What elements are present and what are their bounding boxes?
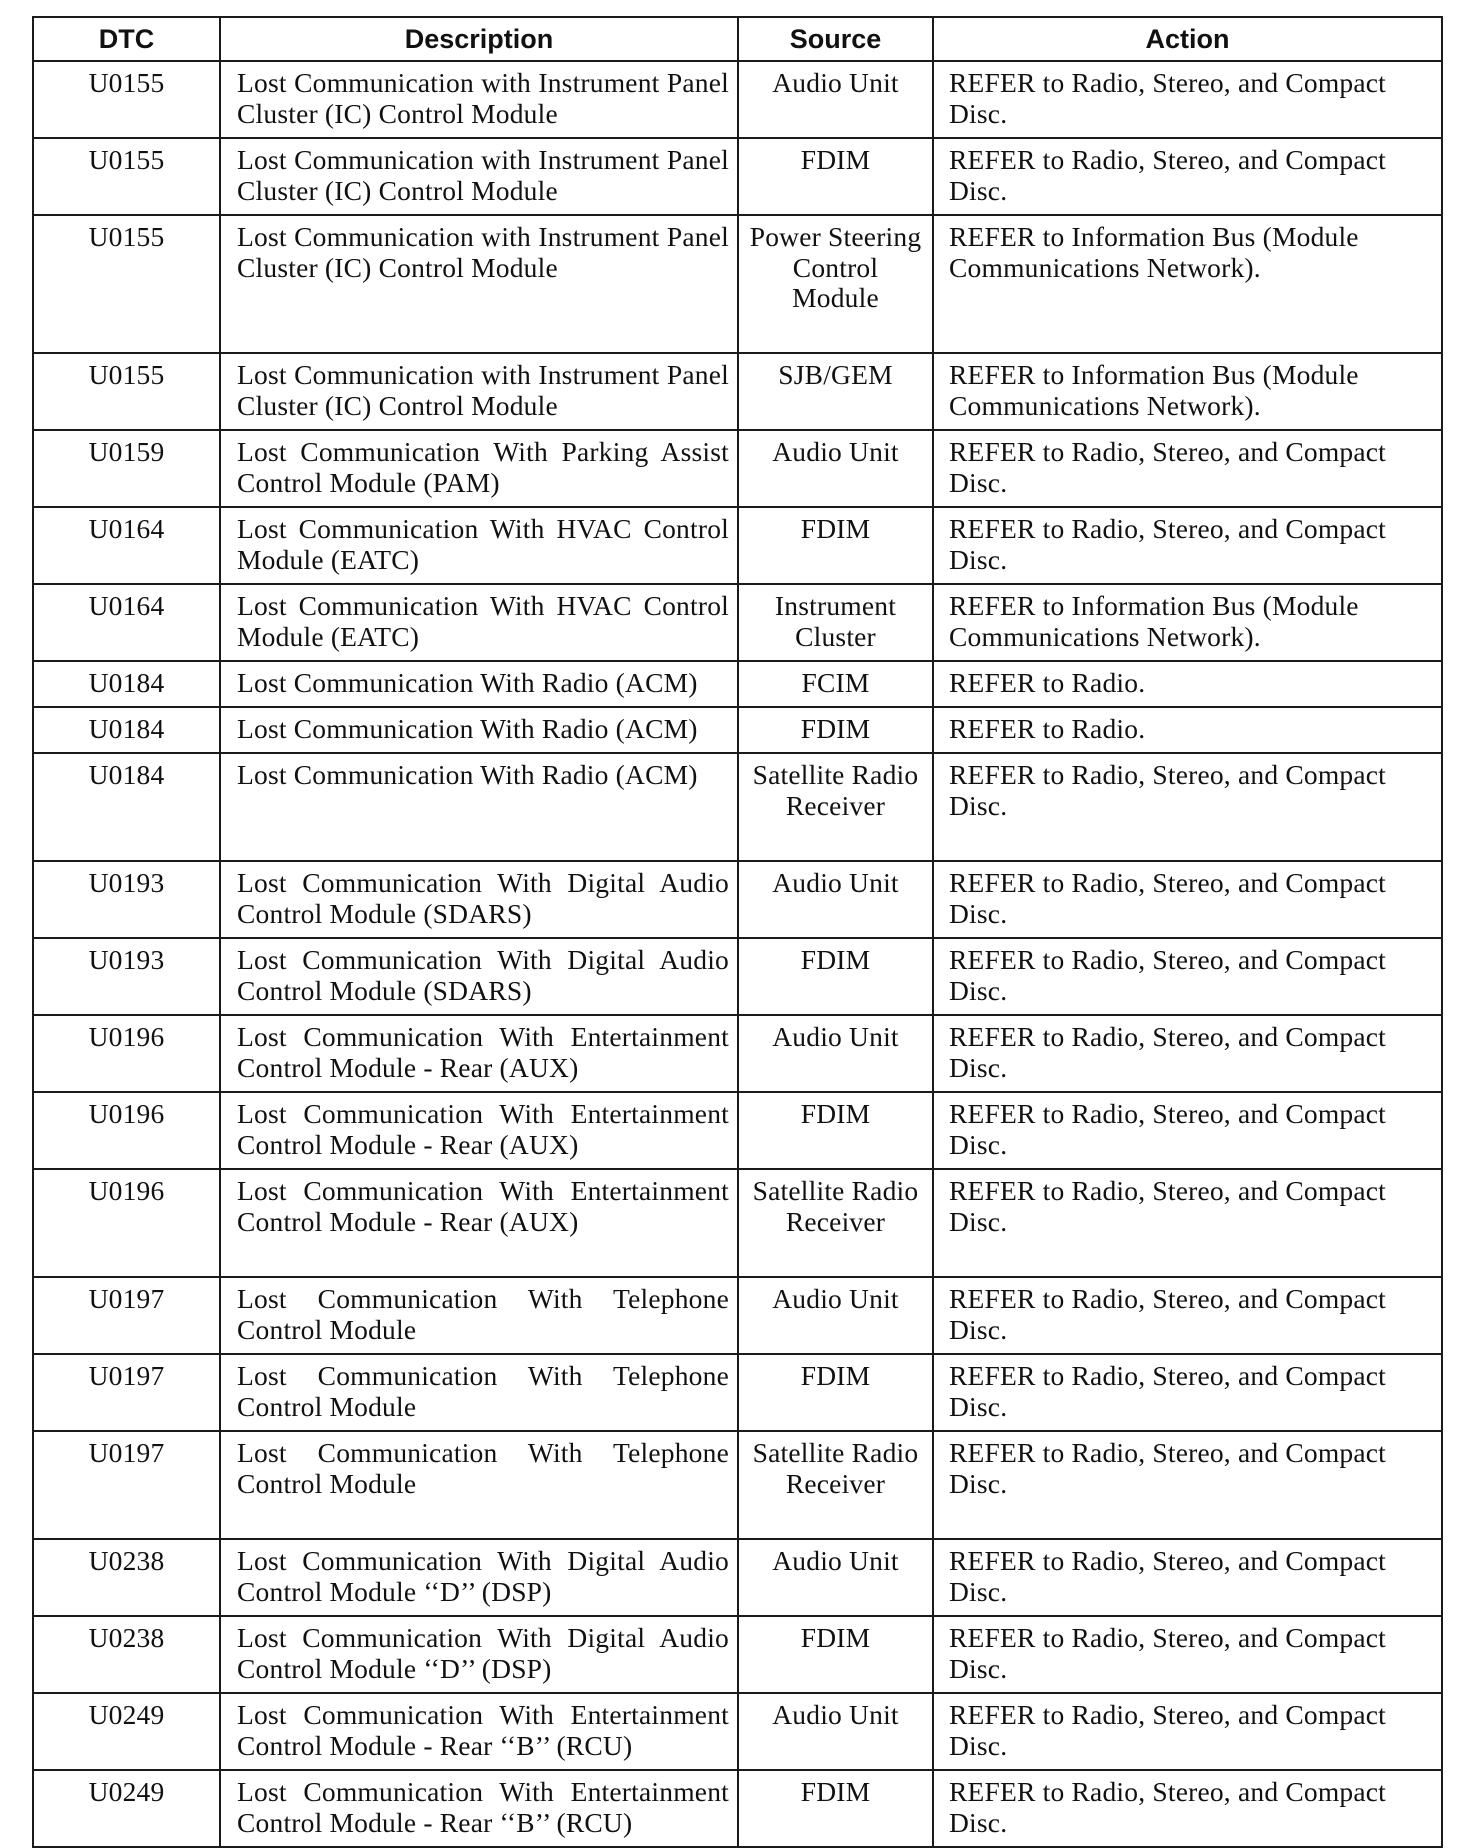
action-cell: REFER to Radio, Stereo, and Compact Disc. [933, 1015, 1442, 1092]
source-cell: Audio Unit [738, 1015, 933, 1092]
header-action: Action [933, 17, 1442, 61]
dtc-cell: U0249 [33, 1693, 220, 1770]
action-cell: REFER to Radio. [933, 707, 1442, 753]
description-cell: Lost Communication With Telephone Control Module [220, 1277, 738, 1354]
source-cell: Satellite Radio Receiver [738, 753, 933, 861]
dtc-cell: U0238 [33, 1539, 220, 1616]
header-dtc: DTC [33, 17, 220, 61]
dtc-cell: U0193 [33, 938, 220, 1015]
dtc-cell: U0164 [33, 507, 220, 584]
table-row [33, 1354, 1442, 1431]
table-row [33, 61, 1442, 138]
action-cell: REFER to Information Bus (Module Communications Network). [933, 215, 1442, 353]
action-cell: REFER to Information Bus (Module Communications Network). [933, 353, 1442, 430]
source-cell: FDIM [738, 1092, 933, 1169]
action-cell: REFER to Radio, Stereo, and Compact Disc. [933, 1693, 1442, 1770]
source-cell: Instrument Cluster [738, 584, 933, 661]
table-row [33, 1169, 1442, 1277]
action-cell: REFER to Radio, Stereo, and Compact Disc. [933, 1092, 1442, 1169]
action-cell: REFER to Radio, Stereo, and Compact Disc. [933, 1770, 1442, 1847]
table-row [33, 1092, 1442, 1169]
dtc-table [32, 16, 1443, 1848]
table-row [33, 861, 1442, 938]
table-row [33, 430, 1442, 507]
table-row [33, 1539, 1442, 1616]
source-cell: Satellite Radio Receiver [738, 1169, 933, 1277]
dtc-cell: U0196 [33, 1169, 220, 1277]
description-cell: Lost Communication With Entertainment Control Module - Rear (AUX) [220, 1015, 738, 1092]
source-cell: Audio Unit [738, 1277, 933, 1354]
dtc-cell: U0196 [33, 1092, 220, 1169]
header-description: Description [220, 17, 738, 61]
dtc-cell: U0155 [33, 353, 220, 430]
table-header-row [33, 17, 1442, 61]
description-cell: Lost Communication With Entertainment Control Module - Rear (AUX) [220, 1092, 738, 1169]
description-cell: Lost Communication With Digital Audio Control Module ‘‘D’’ (DSP) [220, 1539, 738, 1616]
source-cell: FDIM [738, 707, 933, 753]
description-cell: Lost Communication With Radio (ACM) [220, 661, 738, 707]
description-cell: Lost Communication With Telephone Control Module [220, 1431, 738, 1539]
action-cell: REFER to Radio, Stereo, and Compact Disc. [933, 861, 1442, 938]
dtc-cell: U0164 [33, 584, 220, 661]
table-row [33, 353, 1442, 430]
dtc-cell: U0197 [33, 1431, 220, 1539]
action-cell: REFER to Radio, Stereo, and Compact Disc. [933, 1539, 1442, 1616]
dtc-cell: U0184 [33, 707, 220, 753]
description-cell: Lost Communication With Telephone Control Module [220, 1354, 738, 1431]
table-row [33, 215, 1442, 353]
source-cell: Audio Unit [738, 861, 933, 938]
header-source: Source [738, 17, 933, 61]
description-cell: Lost Communication with Instrument Panel Cluster (IC) Control Module [220, 61, 738, 138]
description-cell: Lost Communication With Radio (ACM) [220, 707, 738, 753]
table-row [33, 1770, 1442, 1847]
source-cell: Satellite Radio Receiver [738, 1431, 933, 1539]
action-cell: REFER to Information Bus (Module Communications Network). [933, 584, 1442, 661]
description-cell: Lost Communication With Entertainment Control Module - Rear ‘‘B’’ (RCU) [220, 1770, 738, 1847]
table-row [33, 507, 1442, 584]
dtc-cell: U0155 [33, 138, 220, 215]
table-row [33, 753, 1442, 861]
table-row [33, 938, 1442, 1015]
table-row [33, 1693, 1442, 1770]
source-cell: FDIM [738, 1616, 933, 1693]
table-row [33, 1277, 1442, 1354]
dtc-cell: U0197 [33, 1277, 220, 1354]
table-row [33, 661, 1442, 707]
description-cell: Lost Communication With Radio (ACM) [220, 753, 738, 861]
table-row [33, 1431, 1442, 1539]
dtc-cell: U0155 [33, 61, 220, 138]
table-row [33, 1015, 1442, 1092]
source-cell: Power Steering Control Module [738, 215, 933, 353]
description-cell: Lost Communication with Instrument Panel Cluster (IC) Control Module [220, 138, 738, 215]
action-cell: REFER to Radio, Stereo, and Compact Disc. [933, 1277, 1442, 1354]
source-cell: FDIM [738, 1354, 933, 1431]
table-row [33, 707, 1442, 753]
action-cell: REFER to Radio, Stereo, and Compact Disc. [933, 753, 1442, 861]
description-cell: Lost Communication With HVAC Control Module (EATC) [220, 584, 738, 661]
action-cell: REFER to Radio, Stereo, and Compact Disc. [933, 938, 1442, 1015]
table-row [33, 138, 1442, 215]
table-row [33, 584, 1442, 661]
source-cell: FCIM [738, 661, 933, 707]
action-cell: REFER to Radio, Stereo, and Compact Disc. [933, 1354, 1442, 1431]
source-cell: FDIM [738, 138, 933, 215]
source-cell: Audio Unit [738, 61, 933, 138]
dtc-cell: U0238 [33, 1616, 220, 1693]
source-cell: FDIM [738, 507, 933, 584]
description-cell: Lost Communication With Digital Audio Control Module ‘‘D’’ (DSP) [220, 1616, 738, 1693]
dtc-cell: U0249 [33, 1770, 220, 1847]
action-cell: REFER to Radio, Stereo, and Compact Disc. [933, 1616, 1442, 1693]
dtc-cell: U0184 [33, 753, 220, 861]
source-cell: FDIM [738, 1770, 933, 1847]
description-cell: Lost Communication with Instrument Panel Cluster (IC) Control Module [220, 353, 738, 430]
dtc-cell: U0197 [33, 1354, 220, 1431]
source-cell: FDIM [738, 938, 933, 1015]
action-cell: REFER to Radio, Stereo, and Compact Disc. [933, 1169, 1442, 1277]
table-row [33, 1616, 1442, 1693]
description-cell: Lost Communication With Entertainment Control Module - Rear (AUX) [220, 1169, 738, 1277]
action-cell: REFER to Radio. [933, 661, 1442, 707]
source-cell: Audio Unit [738, 1539, 933, 1616]
dtc-cell: U0196 [33, 1015, 220, 1092]
source-cell: Audio Unit [738, 430, 933, 507]
description-cell: Lost Communication With Parking Assist Control Module (PAM) [220, 430, 738, 507]
dtc-cell: U0155 [33, 215, 220, 353]
source-cell: Audio Unit [738, 1693, 933, 1770]
description-cell: Lost Communication With Entertainment Control Module - Rear ‘‘B’’ (RCU) [220, 1693, 738, 1770]
description-cell: Lost Communication With HVAC Control Module (EATC) [220, 507, 738, 584]
dtc-cell: U0184 [33, 661, 220, 707]
action-cell: REFER to Radio, Stereo, and Compact Disc. [933, 507, 1442, 584]
action-cell: REFER to Radio, Stereo, and Compact Disc. [933, 1431, 1442, 1539]
description-cell: Lost Communication With Digital Audio Control Module (SDARS) [220, 938, 738, 1015]
action-cell: REFER to Radio, Stereo, and Compact Disc. [933, 61, 1442, 138]
source-cell: SJB/GEM [738, 353, 933, 430]
action-cell: REFER to Radio, Stereo, and Compact Disc. [933, 138, 1442, 215]
dtc-cell: U0159 [33, 430, 220, 507]
description-cell: Lost Communication With Digital Audio Control Module (SDARS) [220, 861, 738, 938]
dtc-cell: U0193 [33, 861, 220, 938]
description-cell: Lost Communication with Instrument Panel Cluster (IC) Control Module [220, 215, 738, 353]
action-cell: REFER to Radio, Stereo, and Compact Disc. [933, 430, 1442, 507]
